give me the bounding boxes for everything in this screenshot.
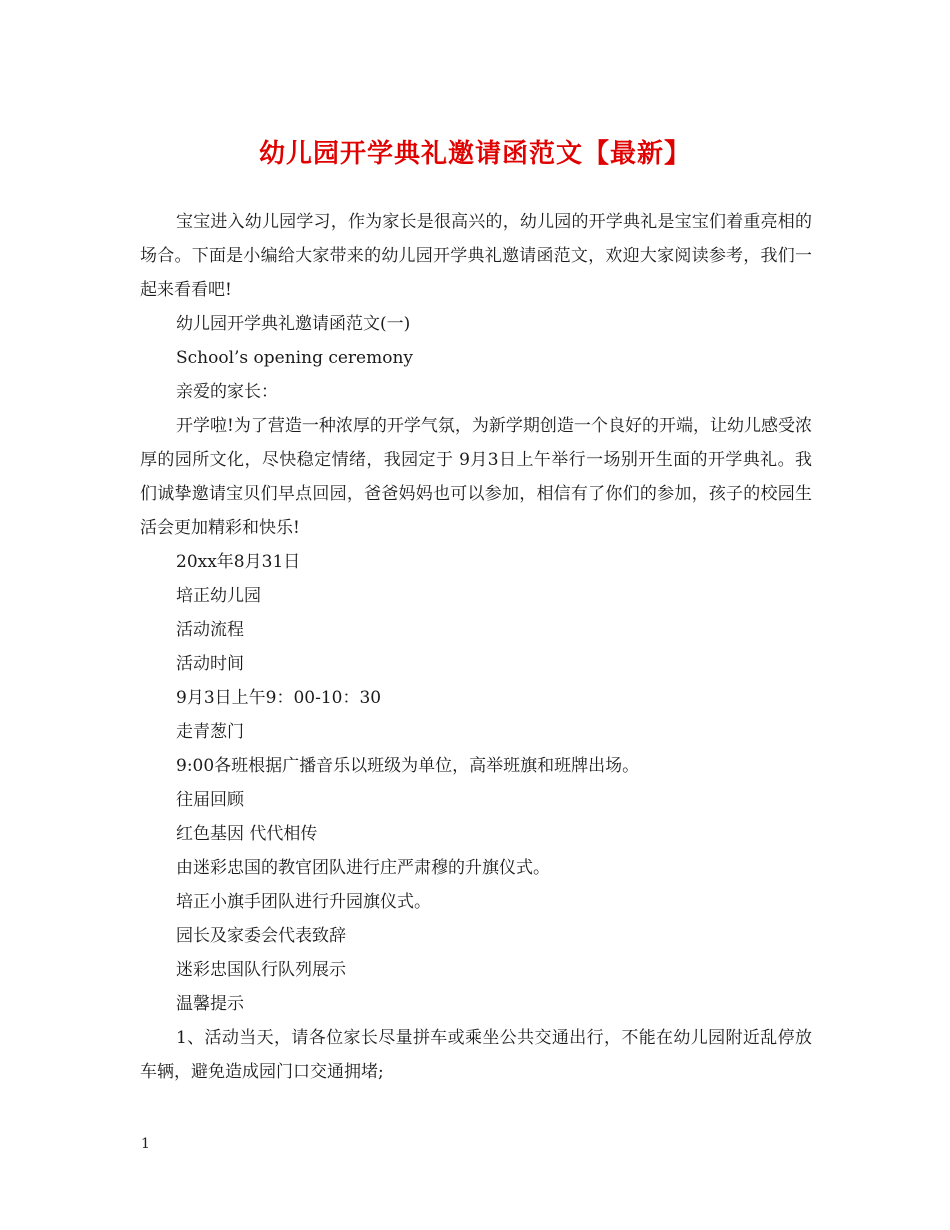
paragraph-red-gene: 红色基因 代代相传 <box>176 824 318 844</box>
paragraph-subtitle: 幼儿园开学典礼邀请函范文(一) <box>176 314 411 334</box>
paragraph-tip-1: 1、活动当天，请各位家长尽量拼车或乘坐公共交通出行，不能在幼儿园附近乱停放车辆，避免造成园门口交通拥堵; <box>140 1028 812 1082</box>
paragraph-entrance: 9:00各班根据广播音乐以班级为单位，高举班旗和班牌出场。 <box>176 756 640 776</box>
paragraph-gate: 走青葱门 <box>176 722 244 742</box>
paragraph-flag-ceremony: 由迷彩忠国的教官团队进行庄严肃穆的升旗仪式。 <box>176 858 550 878</box>
document-body <box>140 205 812 1089</box>
paragraph-speech: 园长及家委会代表致辞 <box>176 926 346 946</box>
paragraph-time: 9月3日上午9：00-10：30 <box>176 688 382 708</box>
paragraph-process-heading: 活动流程 <box>176 620 244 640</box>
paragraph-school-name: 培正幼儿园 <box>176 586 261 606</box>
paragraph-date: 20xx年8月31日 <box>176 552 301 572</box>
paragraph-salutation: 亲爱的家长： <box>176 382 278 402</box>
paragraph-tips-heading: 温馨提示 <box>176 994 244 1014</box>
paragraph-school-flag: 培正小旗手团队进行升园旗仪式。 <box>176 892 431 912</box>
paragraph-time-heading: 活动时间 <box>176 654 244 674</box>
document-title: 幼儿园开学典礼邀请函范文【最新】 <box>258 139 691 169</box>
paragraph-intro: 宝宝进入幼儿园学习，作为家长是很高兴的，幼儿园的开学典礼是宝宝们着重亮相的场合。下面是小编给大家带来的幼儿园开学典礼邀请函范文，欢迎大家阅读参考，我们一起来看看吧! <box>140 212 812 300</box>
paragraph-review: 往届回顾 <box>176 790 244 810</box>
page-number: 1 <box>141 1136 150 1152</box>
paragraph-english-title: School’s opening ceremony <box>176 348 414 368</box>
paragraph-parade: 迷彩忠国队行队列展示 <box>176 960 346 980</box>
paragraph-invitation: 开学啦!为了营造一种浓厚的开学气氛，为新学期创造一个良好的开端，让幼儿感受浓厚的园所文化，尽快稳定情绪，我园定于 9月3日上午举行一场别开生面的开学典礼。我们诚挚邀请宝贝们早点回园，爸爸妈妈也可以参加，相信有了你们的参加，孩子的校园生活会更加精彩和快乐! <box>140 416 812 538</box>
